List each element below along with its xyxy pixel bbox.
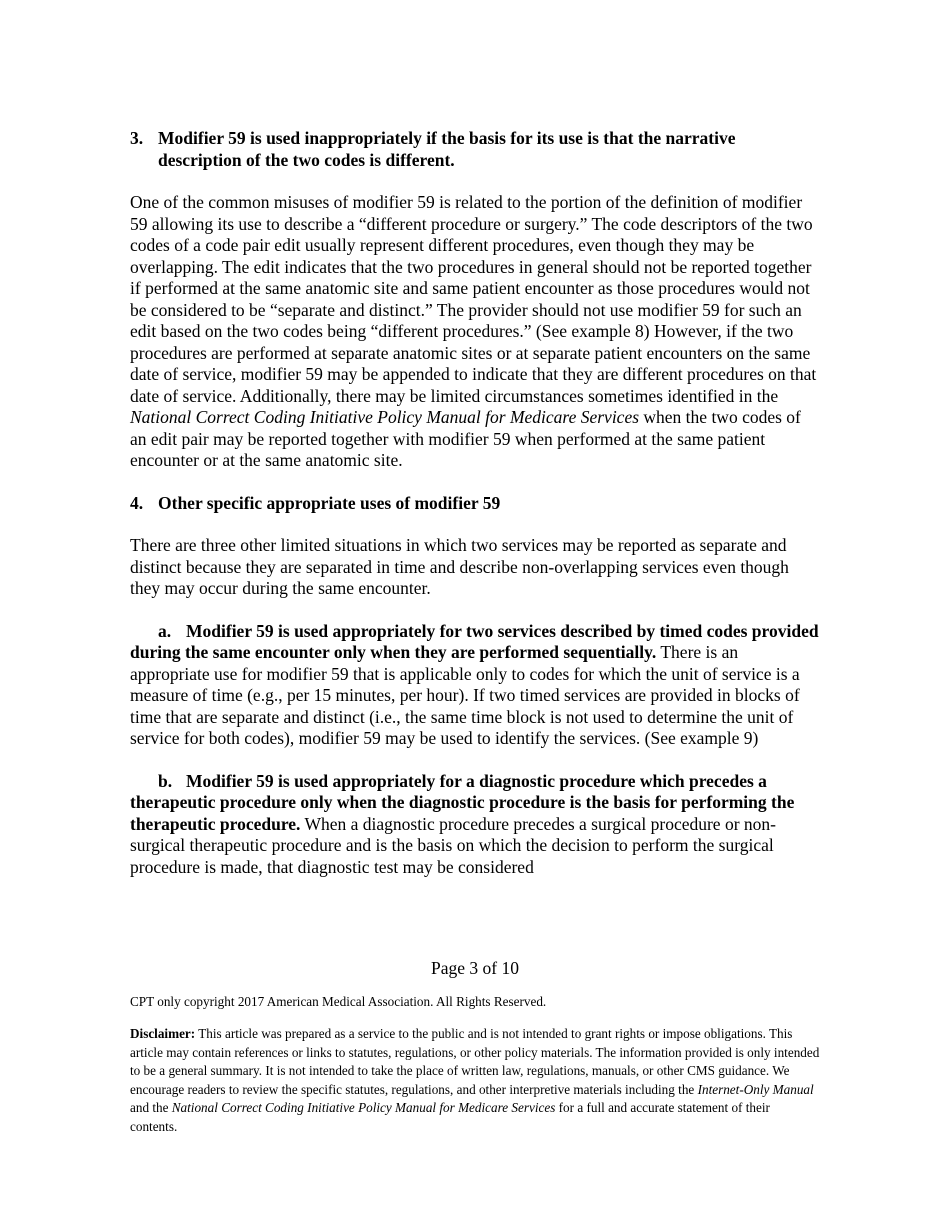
internet-only-manual-title: Internet-Only Manual [697, 1081, 814, 1097]
disclaimer-text-part1: This article was prepared as a service to the public and is not intended to grant rights or impose obligations. This article may contain references or links to statutes, regulations, or other policy materials. The information provided is only intended to be a general summary. It is not intended to take the place of written law, regulations, manuals, or other CMS guidance. We encourage readers to review the specific statutes, regulations, and other interpretive materials including the [130, 1026, 820, 1097]
section-3-title: Modifier 59 is used inappropriately if the basis for its use is that the narrative description of the two codes is different. [158, 128, 736, 170]
subsection-a-heading: Modifier 59 is used appropriately for two services described by timed codes provided during the same encounter only when they are performed sequentially. [130, 620, 819, 662]
ncci-manual-title-footer: National Correct Coding Initiative Policy Manual for Medicare Services [171, 1100, 556, 1115]
section-3-text-part2: when the two codes of an edit pair may be reported together with modifier 59 when performed at the same patient encounter or at the same anatomic site. [130, 407, 801, 470]
section-3-text-part1: One of the common misuses of modifier 59 is related to the portion of the definition of modifier 59 allowing its use to describe a “different procedure or surgery.” The code descriptors of the two codes of a code pair edit usually represent different procedures, even though they may be overlapping. The edit indicates that the two procedures in general should not be reported together if performed at the same anatomic site and same patient encounter as those procedures would not be considered to be “separate and distinct.” The provider should not use modifier 59 for such an edit based on the two codes being “different procedures.” (See example 8) However, if the two procedures are performed at separate anatomic sites or at separate patient encounters on the same date of service, modifier 59 may be appended to indicate that they are different procedures on that date of service. Additionally, there may be limited circumstances sometimes identified in the [130, 192, 817, 406]
section-3-paragraph [130, 192, 820, 472]
section-3-heading [130, 128, 820, 171]
subsection-a [130, 621, 820, 750]
subsection-a-text: There is an appropriate use for modifier 59 that is applicable only to codes for which the unit of service is a measure of time (e.g., per 15 minutes, per hour). If two timed services are provided in blocks of time that are separate and distinct (i.e., the same time block is not used to determine the unit of service for both codes), modifier 59 may be used to identify the services. (See example 9) [130, 642, 800, 748]
document-page [130, 125, 820, 878]
page-number: Page 3 of 10 [431, 958, 519, 978]
subsection-b-label: b. [158, 770, 173, 791]
subsection-b [130, 771, 820, 879]
section-4-title: Other specific appropriate uses of modifier 59 [158, 492, 501, 513]
subsection-b-heading: Modifier 59 is used appropriately for a diagnostic procedure which precedes a therapeutic procedure only when the diagnostic procedure is the basis for performing the therapeutic procedure. [130, 770, 795, 834]
section-3-number: 3. [130, 128, 144, 148]
copyright-notice: CPT only copyright 2017 American Medical Association. All Rights Reserved. [130, 994, 547, 1009]
subsection-b-text: When a diagnostic procedure precedes a surgical procedure or non-surgical therapeutic procedure and is the basis on which the decision to perform the surgical procedure is made, that diagnostic test may be considered [130, 813, 776, 877]
disclaimer-text-part3: for a full and accurate statement of their contents. [130, 1100, 770, 1134]
disclaimer-text-part2: and the [130, 1100, 172, 1115]
section-4-heading [130, 493, 820, 515]
ncci-manual-title: National Correct Coding Initiative Policy Manual for Medicare Services [130, 407, 640, 427]
disclaimer [130, 1025, 820, 1136]
section-4-paragraph: There are three other limited situations in which two services may be reported as separate and distinct because they are separated in time and describe non-overlapping services even though they may occur during the same encounter. [130, 535, 789, 598]
section-4-number: 4. [130, 492, 144, 513]
subsection-a-label: a. [158, 620, 172, 641]
disclaimer-label: Disclaimer: [130, 1026, 196, 1041]
